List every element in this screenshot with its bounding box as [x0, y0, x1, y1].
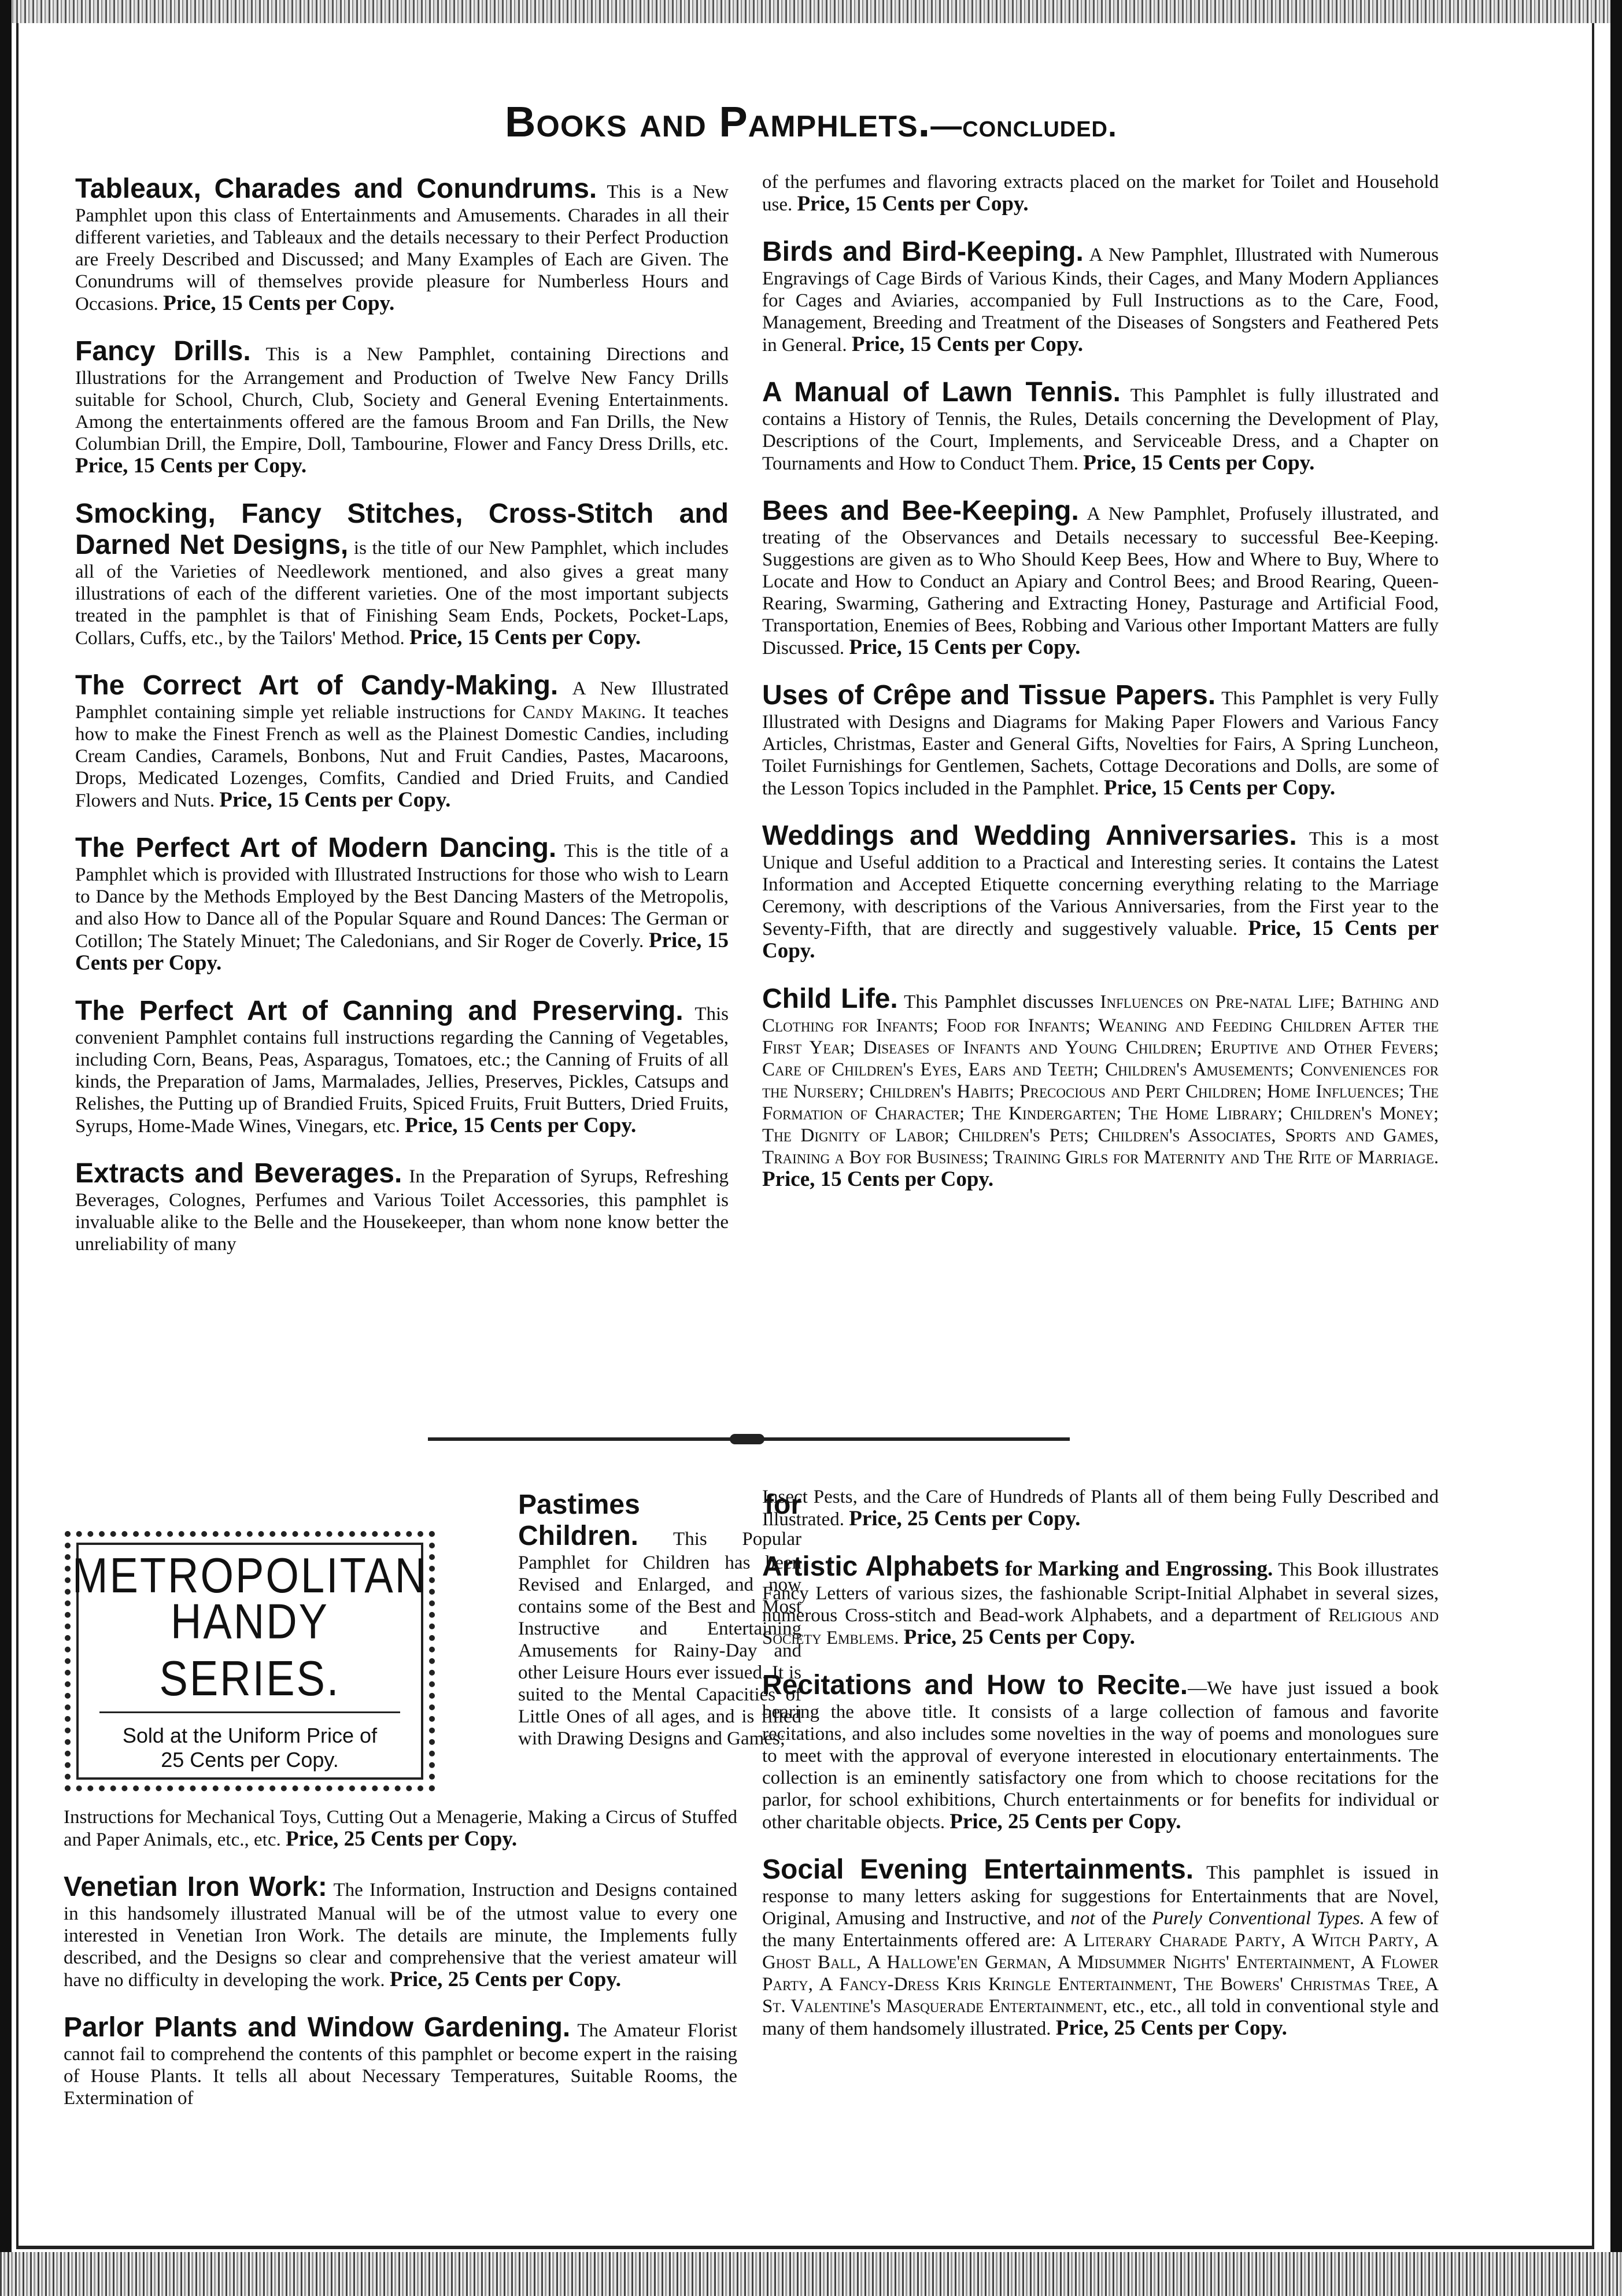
article-price: Price, 15 Cents per Copy.: [219, 788, 451, 812]
article-pastimes: [518, 1489, 801, 1750]
article-body-continued: of the: [1100, 1908, 1146, 1929]
upper-right-column: [762, 171, 1439, 1212]
article-body: This is a most Unique and Useful addition to a Practical and Interesting series. It contains the Latest Information and Accepted Etiquette concerning everything relating to the Marriage Ceremony, with descriptions of the Various Anniversaries, from the First year to the Seventy-Fifth, that are directly and suggestively valuable.: [762, 829, 1439, 940]
handy-series-rule: [99, 1711, 400, 1713]
top-border: [0, 0, 1622, 23]
article-extracts-continued: [762, 171, 1439, 216]
article-body: The Amateur Florist cannot fail to comprehend the contents of this pamphlet or become expert in the raising of House Plants. It tells all about Necessary Temperatures, Suitable Rooms, the Extermination of: [64, 2020, 737, 2109]
article-parlor-plants-continued: [762, 1486, 1439, 1530]
article-artistic-alphabets: [762, 1551, 1439, 1649]
article-recitations: [762, 1670, 1439, 1833]
article-title: Recitations and How to Recite.: [762, 1670, 1188, 1700]
article-body: This Pamphlet is fully illustrated and contains a History of Tennis, the Rules, Details concerning the Development of Play, Descriptions of the Court, Implements, and Serviceable Dress, and a Chapter on Tournaments and How to Conduct Them.: [762, 385, 1439, 474]
article-title: A Manual of Lawn Tennis.: [762, 377, 1121, 408]
article-body: —We have just issued a book bearing the above title. It consists of a large collection of famous and favorite recitations, and also includes some novelties in the way of poems and monologues sure to meet with the approval of everyone interested in elocutionary entertainments. The collection is an eminently satisfactory one from which to choose recitations for the parlor, for school exhibitions, Church entertainments or for benefits for individual or other charitable objects.: [762, 1678, 1439, 1833]
article-price: Price, 15 Cents per Copy.: [1104, 776, 1336, 800]
article-body: A New Pamphlet, Illustrated with Numerous Engravings of Cage Birds of Various Kinds, their Cages, and Many Modern Appliances for Cages and Aviaries, accompanied by Full Instructions as to the Care, Food, Management, Breeding and Treatment of the Diseases of Songsters and Feathered Pets in General.: [762, 245, 1439, 356]
article-body-emphasis: not: [1070, 1908, 1095, 1929]
article-birds: [762, 236, 1439, 356]
article-price: Price, 25 Cents per Copy.: [389, 1968, 622, 1991]
article-child-life: [762, 984, 1439, 1191]
article-body-smallcaps: Influences on Pre-natal Life; Bathing and Clothing for Infants; Food for Infants; Weaning and Feeding Children After the First Year; Diseases of Infants and Young Children; Eruptive and Other Fevers; Care of Children's Eyes, Ears and Teeth; Children's Amusements; Conveniences for the Nursery; Children's Habits; Precocious and Pert Children; Home Influences; The Formation of Character; The Kindergarten; The Home Library; Children's Money; The Dignity of Labor; Children's Pets; Children's Associates, Sports and Games, Training a Boy for Business; Training Girls for Maternity and The Rite of Marriage.: [762, 992, 1439, 1168]
article-social-evening: [762, 1854, 1439, 2040]
article-body: This is a New Pamphlet upon this class of Entertainments and Amusements. Charades in all their different varieties, and Tableaux and the details necessary to their Perfect Production are Freely Described and Discussed; and Many Examples of Each are Given. The Conundrums will of themselves provide pleasure for Numberless Hours and Occasions.: [75, 182, 729, 315]
article-body: This convenient Pamphlet contains full instructions regarding the Canning of Vegetables, including Corn, Beans, Peas, Asparagus, Tomatoes, etc.; the Canning of Fruits of all kinds, the Preparation of Jams, Marmalades, Jellies, Preserves, Pickles, Catsups and Relishes, the Putting up of Brandied Fruits, Spiced Fruits, Fruit Butters, Dried Fruits, Syrups, Home-Made Wines, Vinegars, etc.: [75, 1004, 729, 1137]
article-price: Price, 15 Cents per Copy.: [405, 1114, 637, 1137]
section-divider-ornament: [730, 1434, 764, 1444]
handy-series-subtitle-line2: 25 Cents per Copy.: [161, 1747, 339, 1772]
article-price: Price, 15 Cents per Copy.: [762, 916, 1439, 963]
article-body: A New Pamphlet, Profusely illustrated, and treating of the Observances and Details necessary to successful Bee-Keeping. Suggestions are given as to Who Should Keep Bees, How and Where to Buy, Where to Locate and How to Conduct an Apiary and Control Bees; and Brood Rearing, Queen-Rearing, Swarming, Gathering and Extracting Honey, Pasturage and Artificial Food, Transportation, Enemies of Bees, Robbing and Various other Important Matters are fully Discussed.: [762, 504, 1439, 659]
article-body-smallcaps: Religious and Society Emblems.: [762, 1605, 1439, 1648]
left-border: [0, 0, 12, 2296]
article-body: In the Preparation of Syrups, Refreshing Beverages, Colognes, Perfumes and Various Toilet Accessories, this pamphlet is invaluable alike to the Belle and the Housekeeper, than whom none know better the unreliability of many: [75, 1166, 729, 1255]
article-body: This Popular Pamphlet for Children has been Revised and Enlarged, and now contains some of the Best and Most Instructive and Entertaining Amusements for Rainy-Day and other Leisure Hours ever issued. It is suited to the Mental Capacities of Little Ones of all ages, and is filled with Drawing Designs and Games;: [518, 1529, 801, 1749]
article-title: Fancy Drills.: [75, 336, 251, 367]
right-border: [1610, 0, 1622, 2296]
article-title: Artistic Alphabets: [762, 1551, 1000, 1582]
article-title: Weddings and Wedding Anniversaries.: [762, 820, 1297, 851]
article-crepe-papers: [762, 680, 1439, 800]
article-parlor-plants: [64, 2012, 737, 2109]
article-body: is the title of our New Pamphlet, which includes all of the Varieties of Needlework mentioned, and also gives a great many illustrations of each of the different varieties. One of the most important subjects treated in the pamphlet is that of Finishing Seam Ends, Pockets, Pocket-Laps, Collars, Cuffs, etc., by the Tailors' Method.: [75, 538, 729, 649]
article-price: Price, 15 Cents per Copy.: [409, 626, 641, 649]
article-body: This Pamphlet is very Fully Illustrated with Designs and Diagrams for Making Paper Flowers and Various Fancy Articles, Christmas, Easter and General Gifts, Novelties for Fairs, A Spring Luncheon, Toilet Furnishings for Gentlemen, Sachets, Cottage Decorations and Dolls, are some of the Lesson Topics included in the Pamphlet.: [762, 688, 1439, 799]
article-body: This is the title of a Pamphlet which is provided with Illustrated Instructions for those who wish to Learn to Dance by the Methods Employed by the Best Dancing Masters of the Metropolis, and also How to Dance all of the Popular Square and Round Dances: The German or Cotillon; The Stately Minuet; The Caledonians, and Sir Roger de Coverly.: [75, 841, 729, 952]
article-title: Pastimes for Children.: [518, 1489, 801, 1551]
article-body: A New Illustrated Pamphlet containing simple yet reliable instructions for: [75, 678, 729, 723]
article-title: Social Evening Entertainments.: [762, 1854, 1194, 1885]
article-body: This Book illustrates Fancy Letters of various sizes, the fashionable Script-Initial Alphabet in several sizes, numerous Cross-stitch and Bead-work Alphabets, and a department of: [762, 1559, 1439, 1626]
article-lawn-tennis: [762, 377, 1439, 475]
article-body-italic: Purely Conventional Types.: [1152, 1908, 1365, 1929]
article-body-smallcaps: Candy Making.: [522, 702, 646, 723]
article-price: Price, 25 Cents per Copy.: [1055, 2016, 1287, 2040]
article-title: Bees and Bee-Keeping.: [762, 496, 1079, 526]
upper-left-column: [75, 173, 729, 1276]
article-price: Price, 15 Cents per Copy.: [75, 929, 729, 975]
article-price: Price, 25 Cents per Copy.: [903, 1625, 1135, 1649]
article-title: Parlor Plants and Window Gardening.: [64, 2012, 571, 2043]
handy-series-box-inner: [72, 1543, 428, 1780]
article-body: This pamphlet is issued in response to many letters asking for suggestions for Entertainments that are Novel, Original, Amusing and Instructive, and: [762, 1862, 1439, 1929]
article-price: Price, 15 Cents per Copy.: [75, 454, 307, 478]
article-canning: [75, 996, 729, 1137]
article-extracts: [75, 1158, 729, 1255]
article-body: This is a New Pamphlet, containing Directions and Illustrations for the Arrangement and Production of Twelve New Fancy Drills suitable for School, Church, Club, Society and General Evening Entertainments. Among the entertainments offered are the famous Broom and Fan Drills, the New Columbian Drill, the Empire, Doll, Tambourine, Flower and Fancy Dress Drills, etc.: [75, 344, 729, 454]
article-venetian-iron: [64, 1872, 737, 1991]
article-title-secondary: for Marking and Engrossing.: [1004, 1557, 1273, 1581]
article-candy-making: [75, 670, 729, 812]
article-body-continued: It teaches how to make the Finest French as well as the Plainest Domestic Candies, including Cream Candies, Caramels, Bonbons, Nut and Fruit Candies, Pastes, Macaroons, Drops, Medicated Lozenges, Comfits, Candied and Dried Fruits, and Candied Flowers and Nuts.: [75, 702, 729, 811]
article-price: Price, 15 Cents per Copy.: [851, 332, 1083, 356]
article-weddings: [762, 820, 1439, 963]
article-price: Price, 15 Cents per Copy.: [762, 1167, 994, 1191]
article-smocking: [75, 498, 729, 649]
article-title: The Correct Art of Candy-Making.: [75, 670, 559, 701]
article-title: Venetian Iron Work:: [64, 1872, 327, 1902]
article-price: Price, 25 Cents per Copy.: [849, 1507, 1081, 1530]
article-title: Tableaux, Charades and Conundrums.: [75, 173, 597, 204]
article-title: Extracts and Beverages.: [75, 1158, 402, 1189]
article-body: The Information, Instruction and Designs contained in this handsomely illustrated Manual will be of the utmost value to every one interested in Venetian Iron Work. The details are minute, the Implements fully described, and the Designs so clear and comprehensive that the veriest amateur will have no difficulty in developing the work.: [64, 1880, 738, 1991]
page-title-main: Books and Pamphlets.: [504, 98, 931, 146]
page-title: [0, 97, 1622, 146]
article-body: Instructions for Mechanical Toys, Cutting Out a Menagerie, Making a Circus of Stuffed and Paper Animals, etc., etc.: [64, 1807, 737, 1850]
article-bees: [762, 496, 1439, 659]
article-price: Price, 15 Cents per Copy.: [163, 291, 395, 315]
article-body-continued: etc., etc., all told in conventional style and many of them handsomely illustrated.: [762, 1996, 1439, 2039]
article-body-continued: A few of the many Entertainments offered are:: [762, 1908, 1439, 1951]
article-price: Price, 15 Cents per Copy.: [1083, 451, 1315, 475]
article-body: This Pamphlet discusses: [904, 992, 1094, 1012]
bottom-border: [0, 2252, 1622, 2296]
handy-series-subtitle-line1: Sold at the Uniform Price of: [122, 1723, 378, 1747]
article-title: Birds and Bird-Keeping.: [762, 236, 1084, 267]
article-title: Uses of Crêpe and Tissue Papers.: [762, 680, 1216, 711]
article-fancy-drills: [75, 336, 729, 478]
article-price: Price, 15 Cents per Copy.: [849, 635, 1081, 659]
page-title-suffix: —concluded.: [930, 109, 1118, 143]
article-body: Insect Pests, and the Care of Hundreds of Plants all of them being Fully Described and Illustrated.: [762, 1487, 1439, 1530]
article-modern-dancing: [75, 833, 729, 975]
article-tableaux: [75, 173, 729, 315]
article-price: Price, 25 Cents per Copy.: [949, 1810, 1181, 1833]
article-price: Price, 15 Cents per Copy.: [797, 192, 1029, 216]
article-title: Smocking, Fancy Stitches, Cross-Stitch and Darned Net Designs,: [75, 498, 729, 560]
handy-series-title-line1: METROPOLITAN: [72, 1547, 428, 1603]
lower-left-flow: [64, 1806, 737, 2130]
article-body: of the perfumes and flavoring extracts placed on the market for Toilet and Household use.: [762, 172, 1439, 215]
article-title: The Perfect Art of Modern Dancing.: [75, 833, 557, 863]
article-title: The Perfect Art of Canning and Preserving.: [75, 996, 683, 1026]
article-title: Child Life.: [762, 984, 898, 1014]
lower-right-column: [762, 1486, 1439, 2061]
handy-series-title-line2: HANDY SERIES.: [159, 1593, 341, 1706]
handy-series-box: [65, 1531, 435, 1791]
article-body-smallcaps: A Literary Charade Party, A Witch Party, A Ghost Ball, A Hallowe'en German, A Midsummer Nights' Entertainment, A Flower Party, A Fancy-Dress Kris Kringle Entertainment, The Bowers' Christmas Tree, A St. Valentine's Masquerade Entertainment,: [762, 1930, 1439, 2017]
article-pastimes-continued: [64, 1806, 737, 1851]
article-price: Price, 25 Cents per Copy.: [285, 1827, 518, 1851]
